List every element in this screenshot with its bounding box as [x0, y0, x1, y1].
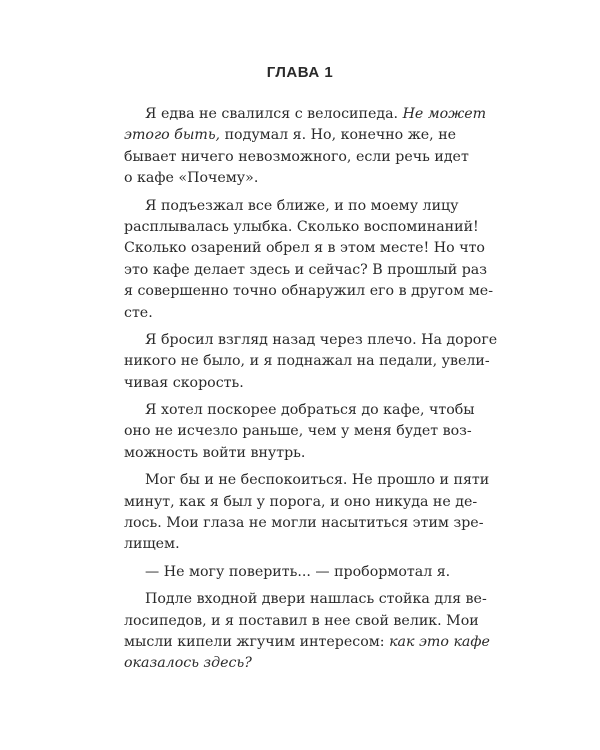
text-run: сте.	[124, 304, 153, 321]
text-line	[124, 147, 469, 168]
text-run: Мог бы и не беспокоиться. Не прошло и пяти	[145, 472, 490, 489]
text-run: Сколько озарений обрел я в этом месте! Но что	[124, 240, 485, 257]
text-line	[124, 534, 448, 555]
text-line	[124, 470, 490, 491]
text-run: Я бросил взгляд назад через плечо. На дороге	[145, 331, 498, 348]
text-line	[124, 330, 498, 351]
paragraph	[124, 400, 475, 464]
text-run: оказалось здесь?	[124, 655, 252, 672]
text-run: это кафе делает здесь и сейчас? В прошлый раз	[124, 261, 488, 278]
text-run: лось. Мои глаза не могли насытиться этим зре-	[124, 515, 484, 532]
paragraph	[124, 330, 498, 394]
paragraph	[124, 104, 487, 190]
text-line	[124, 400, 475, 421]
text-run: минут, как я был у порога, и оно никуда не де-	[124, 493, 478, 510]
text-line	[124, 238, 485, 259]
paragraph	[124, 470, 490, 556]
text-run: Я едва не свалился с велосипеда.	[145, 106, 403, 122]
paragraph	[124, 196, 493, 324]
text-run: лосипедов, и я поставил в нее свой велик. Мои	[124, 612, 479, 629]
text-line	[124, 421, 472, 442]
text-line	[124, 196, 459, 217]
text-line	[124, 281, 493, 302]
text-line	[124, 303, 448, 324]
text-line	[124, 589, 487, 610]
paragraph	[124, 562, 451, 583]
text-run: подумал я. Но, конечно же, не	[220, 127, 457, 144]
text-run: расплывалась улыбка. Сколько воспоминаний!	[124, 218, 479, 235]
text-run: о кафе «Почему».	[124, 170, 259, 187]
text-line	[124, 492, 478, 513]
text-run: как это кафе	[389, 633, 490, 650]
text-line	[124, 351, 490, 372]
text-line	[124, 562, 451, 583]
text-run: никого не было, и я поднажал на педали, увели-	[124, 353, 490, 370]
text-line	[124, 653, 448, 674]
text-run: Я хотел поскорее добраться до кафе, чтобы	[145, 402, 475, 419]
text-line	[124, 217, 479, 238]
text-run: чивая скорость.	[124, 374, 244, 391]
text-line	[124, 168, 448, 189]
text-line	[124, 611, 479, 632]
text-line	[124, 260, 488, 281]
text-line	[124, 373, 448, 394]
text-run: бывает ничего невозможного, если речь идет	[124, 148, 469, 165]
text-run: оно не исчезло раньше, чем у меня будет воз-	[124, 423, 472, 440]
paragraph	[124, 589, 490, 675]
text-run: лищем.	[124, 536, 180, 553]
text-run: Я подъезжал все ближе, и по моему лицу	[145, 197, 459, 214]
text-run: я совершенно точно обнаружил его в другом ме-	[124, 283, 493, 300]
chapter-body-text	[124, 104, 498, 675]
text-run: Не может	[402, 106, 487, 122]
text-line	[124, 125, 457, 146]
chapter-title: ГЛАВА 1	[266, 64, 334, 81]
text-line	[124, 513, 484, 534]
text-line	[124, 632, 490, 653]
text-run: Подле входной двери нашлась стойка для ве-	[145, 591, 487, 608]
text-run: — Не могу поверить... — пробормотал я.	[145, 563, 451, 580]
text-run: мысли кипели жгучим интересом:	[124, 633, 390, 650]
text-line	[124, 443, 448, 464]
text-run: можность войти внутрь.	[124, 444, 306, 461]
text-run: этого быть,	[124, 127, 221, 144]
text-line	[124, 104, 487, 125]
